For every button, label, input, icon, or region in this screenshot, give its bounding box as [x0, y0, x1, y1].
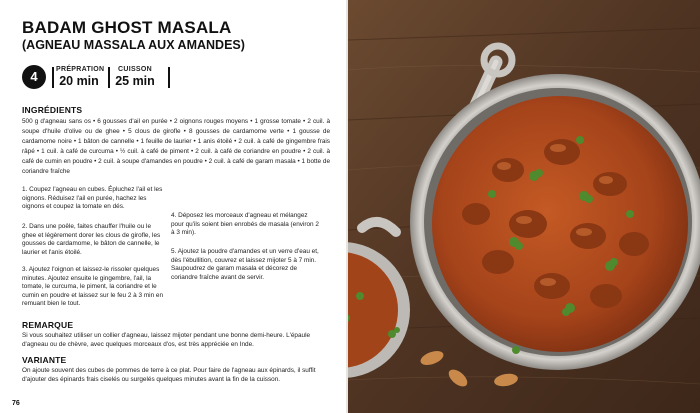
- dish-photo: [348, 0, 700, 413]
- page-number: 76: [12, 400, 20, 407]
- divider: [52, 67, 54, 88]
- recipe-text-column: [0, 0, 346, 413]
- step-4: 4. Déposez les morceaux d'agneau et mélangez pour qu'ils soient bien enrobés de masala (environ 2 à 3 min).: [171, 212, 319, 237]
- remarque-heading: REMARQUE: [22, 320, 74, 330]
- prep-label: PRÉPRATION: [56, 66, 105, 73]
- ingredients-heading: INGRÉDIENTS: [22, 105, 83, 115]
- portions-count: 4: [30, 69, 38, 84]
- prep-time: [56, 66, 105, 88]
- recipe-subtitle: (AGNEAU MASSALA AUX AMANDES): [22, 38, 245, 52]
- step-1: 1. Coupez l'agneau en cubes. Épluchez l'ail et les oignons. Réduisez l'ail en purée, hachez les oignons et coupez la tomate en dés.: [22, 186, 163, 211]
- step-3: 3. Ajoutez l'oignon et laissez-le rissoler quelques minutes. Ajoutez ensuite le gingembre, l'ail, la tomate, le curcuma, le piment, la coriandre et le cumin en poudre et laissez sur le feu 2 à 3 min en remuant bien le tout.: [22, 266, 164, 308]
- prep-value: 20 min: [59, 74, 99, 88]
- recipe-title: BADAM GHOST MASALA: [22, 18, 232, 37]
- cook-label: CUISSON: [118, 66, 152, 73]
- cook-value: 25 min: [115, 74, 155, 88]
- cook-time: [114, 66, 156, 88]
- portions-icon: [22, 65, 46, 89]
- variante-text: On ajoute souvent des cubes de pommes de terre à ce plat. Pour faire de l'agneau aux épinards, il suffit d'ajouter des épinards frais ciselés ou surgelés quelques minutes avant la fin de la cuisson.: [22, 367, 316, 383]
- remarque-text: Si vous souhaitez utiliser un collier d'agneau, laissez mijoter pendant une bonne demi-heure. L'épaule d'agneau ou de chèvre, avec quelques morceaux d'os, est très appréciée en Inde.: [22, 332, 311, 348]
- step-5: 5. Ajoutez la poudre d'amandes et un verre d'eau et, dès l'ébullition, couvrez et laissez mijoter 5 à 7 min. Saupoudrez de garam masala et décorez de coriandre fraîche avant de servir.: [171, 248, 319, 281]
- step-2: 2. Dans une poêle, faites chauffer l'huile ou le ghee et légèrement dorer les clous de girofle, les gousses de cardamome, le bâton de cannelle, le laurier et l'anis étoilé.: [22, 223, 161, 256]
- ingredients-text: 500 g d'agneau sans os • 6 gousses d'ail en purée • 2 oignons rouges moyens • 1 grosse tomate • 2 cuil. à soupe d'huile d'olive ou de ghee • 5 clous de girofle • 8 gousses de cardamome verte • 1 gousse de cardamome noire • 1 bâton de cannelle • 1 feuille de laurier • 1 anis étoilé • 2 cuil. à café de gingembre frais râpé • 1 cuil. à café de curcuma • ½ cuil. à café de piment • 2 cuil. à café de coriandre en poudre • 2 cuil. à café de cumin en poudre • 2 cuil. à soupe d'amandes en poudre • 2 cuil. à café de garam masala • 1 botte de coriandre fraîche: [22, 118, 330, 175]
- divider: [168, 67, 170, 88]
- divider: [108, 67, 110, 88]
- variante-heading: VARIANTE: [22, 355, 67, 365]
